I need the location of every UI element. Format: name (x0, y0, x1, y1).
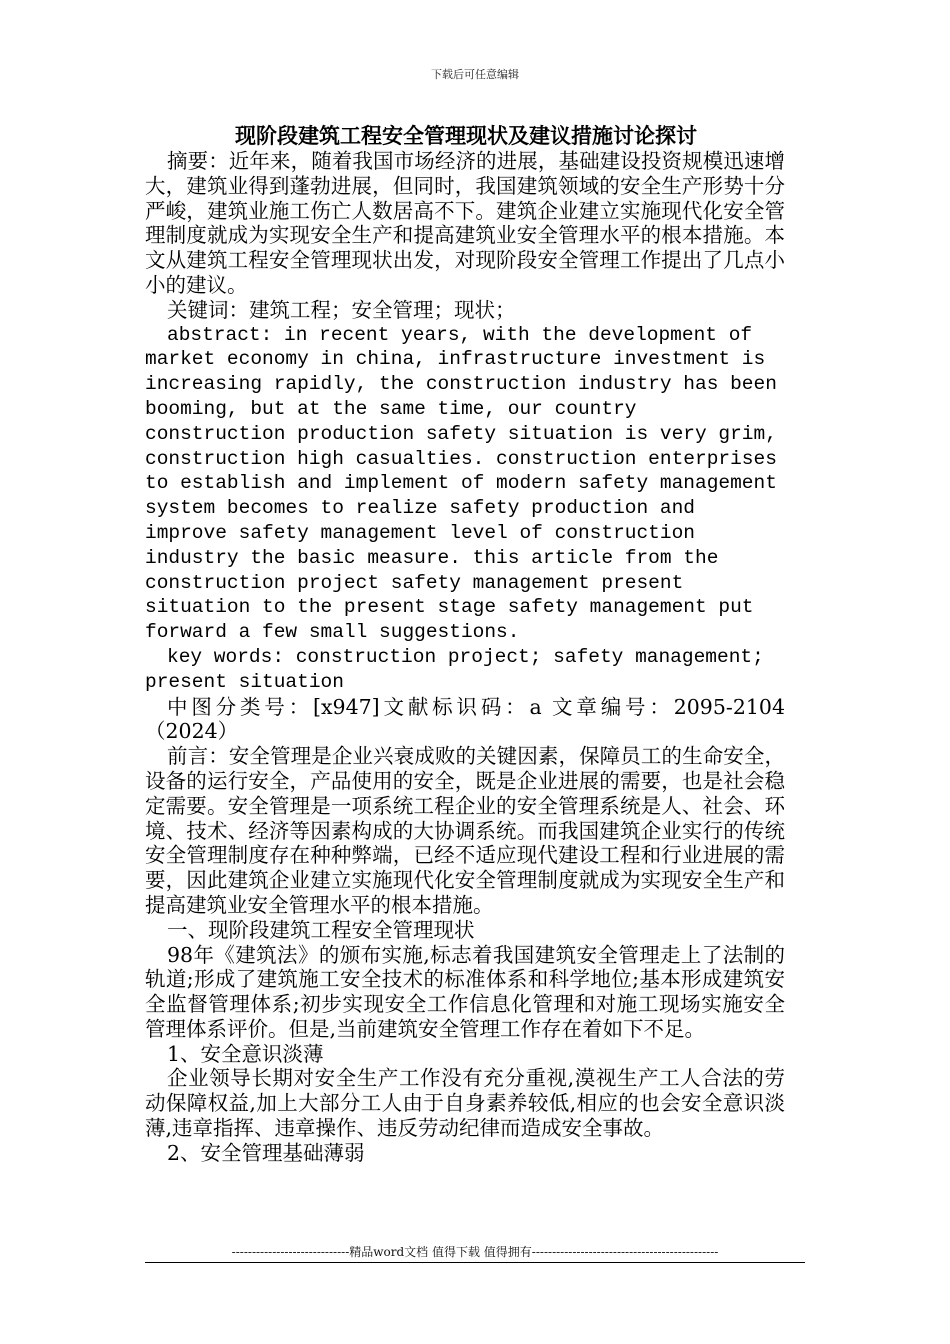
document-title: 现阶段建筑工程安全管理现状及建议措施讨论探讨 (235, 123, 697, 148)
preface-paragraph: 前言：安全管理是企业兴衰成败的关键因素，保障员工的生命安全，设备的运行安全，产品使用的安全，既是企业进展的需要，也是社会稳定需要。安全管理是一项系统工程企业的安全管理系统是人、社会、环境、技术、经济等因素构成的大协调系统。而我国建筑企业实行的传统安全管理制度存在种种弊端，已经不适应现代建设工程和行业进展的需要，因此建筑企业建立实施现代化安全管理制度就成为实现安全生产和提高建筑业安全管理水平的根本措施。 (145, 744, 785, 917)
footer-divider (145, 1262, 805, 1263)
classification-line: 中图分类号：[x947]文献标识码：a 文章编号：2095-2104（2024） (145, 694, 785, 744)
subsection-heading: 2、安全管理基础薄弱 (167, 1140, 365, 1165)
keywords-cn: 关键词：建筑工程；安全管理；现状； (167, 297, 516, 322)
section-heading: 一、现阶段建筑工程安全管理现状 (167, 917, 475, 942)
page-footer (145, 1244, 805, 1263)
subsection-heading: 1、安全意识淡薄 (167, 1041, 324, 1066)
keywords-en: key words: construction project; safety management; present situation (145, 645, 764, 693)
abstract-en: abstract: in recent years, with the development of market economy in china, infrastructure investment is increasing rapidly, the construction industry has been booming, but at the same time, our country construction production safety situation is very grim, construction high casualties. construction enterprises to establish and implement of modern safety management system becomes to realize safety production and improve safety management level of construction industry the basic measure. this article from the construction project safety management present situation to the present stage safety management put forward a few small suggestions. (145, 323, 777, 644)
document-body (145, 122, 785, 1166)
header-note: 下载后可任意编辑 (431, 68, 519, 81)
subsection-paragraph: 企业领导长期对安全生产工作没有充分重视,漠视生产工人合法的劳动保障权益,加上大部分工人由于自身素养较低,相应的也会安全意识淡薄,违章指挥、违章操作、违反劳动纪律而造成安全事故。 (145, 1066, 785, 1141)
footer-text: -----------------------------精品word文档 值得下载 值得拥有---------------------------------------------- (231, 1245, 719, 1259)
abstract-cn: 摘要：近年来，随着我国市场经济的进展，基础建设投资规模迅速增大，建筑业得到蓬勃进展，但同时，我国建筑领域的安全生产形势十分严峻，建筑业施工伤亡人数居高不下。建筑企业建立实施现代化安全管理制度就成为实现安全生产和提高建筑业安全管理水平的根本措施。本文从建筑工程安全管理现状出发，对现阶段安全管理工作提出了几点小小的建议。 (145, 149, 785, 297)
section-paragraph: 98年《建筑法》的颁布实施,标志着我国建筑安全管理走上了法制的轨道;形成了建筑施工安全技术的标准体系和科学地位;基本形成建筑安全监督管理体系;初步实现安全工作信息化管理和对施工现场实施安全管理体系评价。但是,当前建筑安全管理工作存在着如下不足。 (145, 942, 785, 1041)
